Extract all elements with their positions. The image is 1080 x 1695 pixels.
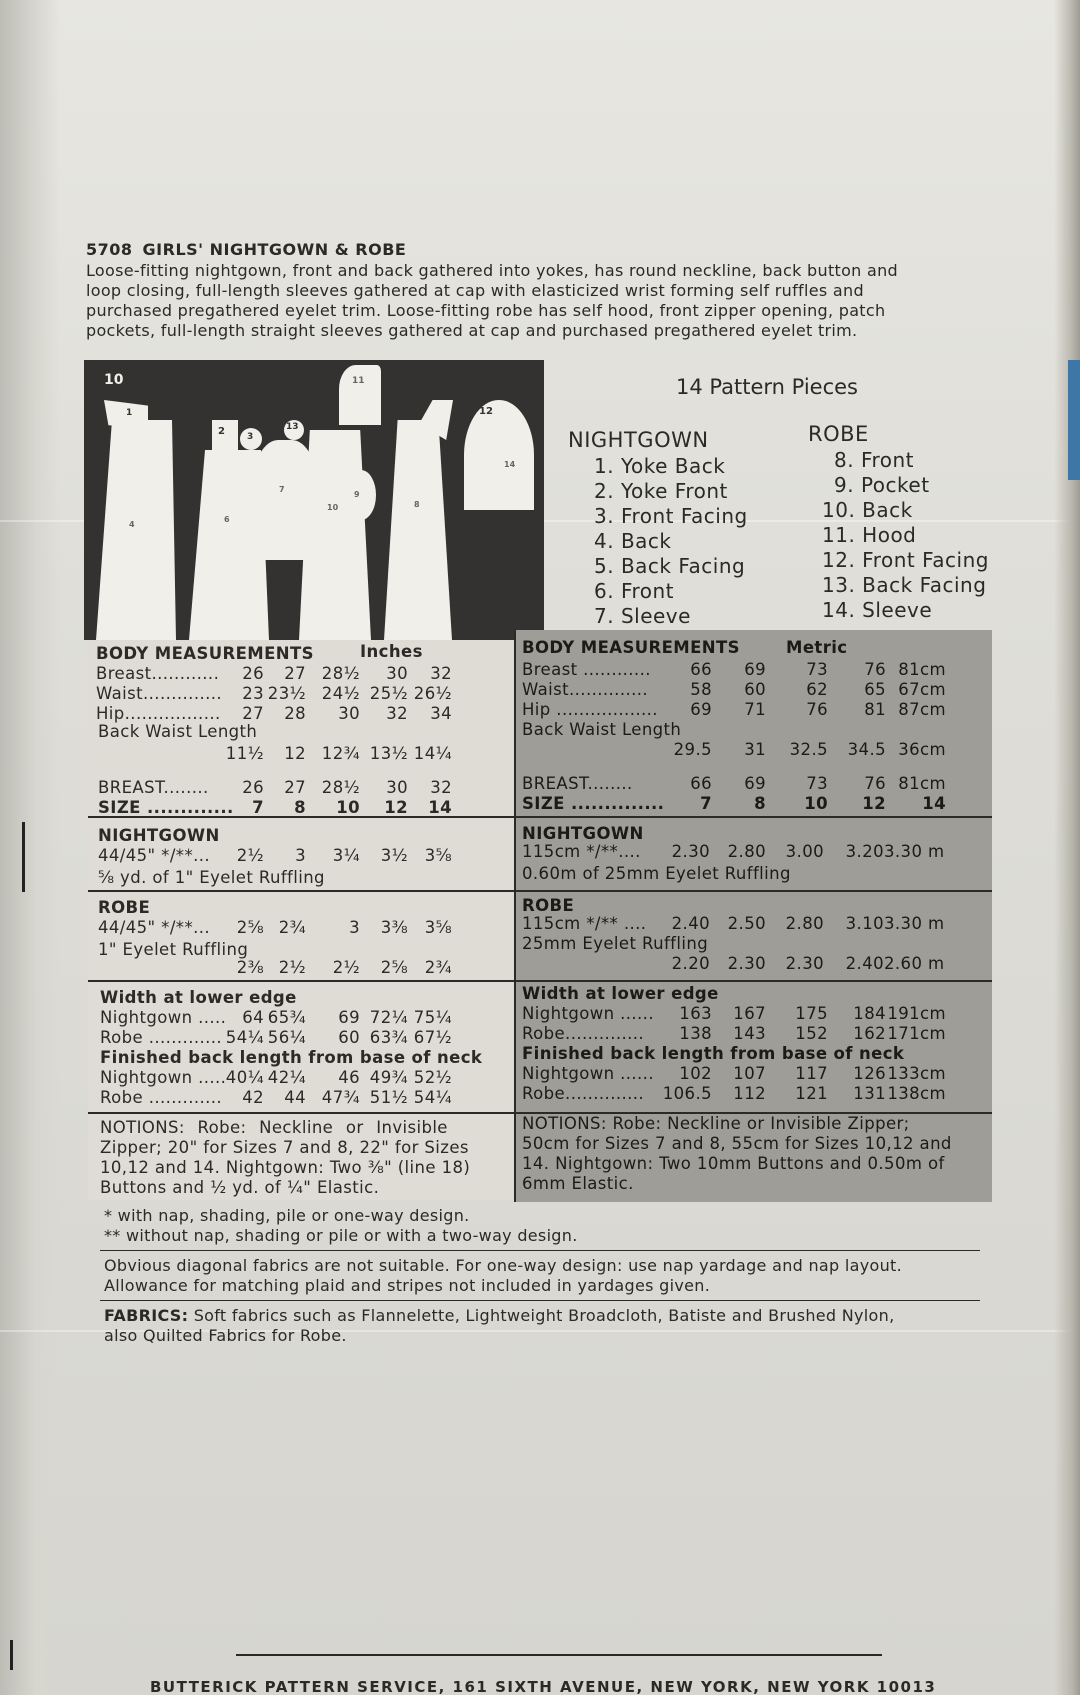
description-line: loop closing, full-length sleeves gathered at cap with elasticized wrist forming self ruffles and	[86, 281, 864, 300]
imperial-nightgown-heading: NIGHTGOWN	[98, 826, 220, 845]
chart-value: 152	[795, 1024, 828, 1043]
chart-value: 69	[744, 774, 766, 793]
chart-value: 191cm	[887, 1004, 946, 1023]
chart-value: 8	[754, 794, 766, 813]
metric-unit: Metric	[786, 638, 848, 657]
piece-item: 6. Front	[594, 579, 675, 603]
chart-value: 81	[864, 700, 886, 719]
metric-back-waist-label: Back Waist Length	[522, 720, 682, 739]
piece-label: 14	[504, 460, 516, 469]
fabrics-note: also Quilted Fabrics for Robe.	[104, 1326, 347, 1345]
chart-value: 2.50	[727, 914, 766, 933]
chart-value: 12	[862, 794, 886, 813]
chart-value: 2¾	[424, 958, 452, 977]
chart-value: 76	[864, 774, 886, 793]
imperial-robe-fabric: 44/45" */**...	[98, 918, 211, 937]
piece-label: 11	[352, 376, 365, 386]
chart-value: 34	[430, 704, 452, 723]
pattern-header	[86, 240, 986, 341]
chart-value: 162	[853, 1024, 886, 1043]
chart-value: 69	[338, 1008, 360, 1027]
chart-value: 75¼	[413, 1008, 452, 1027]
chart-value: 138	[679, 1024, 712, 1043]
chart-value: 143	[733, 1024, 766, 1043]
diagonal-note: Allowance for matching plaid and stripes not included in yardages given.	[104, 1276, 711, 1295]
chart-value: 30	[386, 778, 408, 797]
chart-value: 65¾	[267, 1008, 306, 1027]
chart-value: 51½	[369, 1088, 408, 1107]
imperial-finished-heading: Finished back length from base of neck	[100, 1048, 483, 1067]
chart-value: 3	[349, 918, 360, 937]
piece-label: 13	[286, 422, 299, 432]
piece-label: 6	[224, 515, 230, 524]
footer-rule	[236, 1654, 882, 1656]
fabrics-text: Soft fabrics such as Flannelette, Lightweight Broadcloth, Batiste and Brushed Nylon,	[188, 1306, 895, 1325]
piece-item: 4. Back	[594, 529, 672, 553]
chart-value: 46	[338, 1068, 360, 1087]
chart-row-label: Breast ............	[522, 660, 651, 679]
fabrics-label: FABRICS:	[104, 1306, 189, 1325]
piece-label: 10	[104, 372, 124, 388]
chart-value: 63¾	[369, 1028, 408, 1047]
piece-label: 9	[354, 490, 360, 499]
chart-value: 102	[679, 1064, 712, 1083]
chart-value: 87cm	[898, 700, 946, 719]
chart-value: 30	[386, 664, 408, 683]
chart-value: 10	[336, 798, 360, 817]
chart-value: 2¾	[278, 918, 306, 937]
imperial-notions-line: 10,12 and 14. Nightgown: Two ⅜" (line 18)	[100, 1158, 471, 1177]
imperial-unit: Inches	[360, 642, 423, 661]
imperial-size-label: SIZE .............	[98, 798, 234, 817]
piece-label: 7	[279, 485, 285, 494]
chart-row-label: Robe..............	[522, 1084, 645, 1103]
chart-value: 23½	[267, 684, 306, 703]
chart-value: 12	[284, 744, 306, 763]
pattern-piece-shape	[96, 420, 176, 640]
robe-pieces-heading: ROBE	[808, 422, 869, 446]
chart-value: 10	[804, 794, 828, 813]
chart-value: 121	[795, 1084, 828, 1103]
chart-value: 106.5	[662, 1084, 712, 1103]
piece-label: 2	[218, 426, 225, 437]
piece-item: 8. Front	[834, 448, 915, 472]
chart-row-label: Breast............	[96, 664, 220, 683]
diagonal-note: Obvious diagonal fabrics are not suitable. For one-way design: use nap yardage and nap layout.	[104, 1256, 902, 1275]
chart-value: 27	[242, 704, 264, 723]
chart-value: 56¼	[267, 1028, 306, 1047]
chart-value: 131	[853, 1084, 886, 1103]
chart-value: 107	[733, 1064, 766, 1083]
chart-value: 36cm	[898, 740, 946, 759]
pattern-piece-shape	[346, 470, 376, 520]
chart-value: 14	[428, 798, 452, 817]
metric-size-label: SIZE ..............	[522, 794, 665, 813]
chart-row-label: Nightgown ......	[522, 1004, 654, 1023]
envelope-edge-tab	[1068, 360, 1080, 480]
chart-value: 8	[294, 798, 306, 817]
chart-value: 47¾	[321, 1088, 360, 1107]
chart-value: 3.20	[845, 842, 884, 861]
chart-value: 3.00	[785, 842, 824, 861]
chart-value: 3.30 m	[884, 842, 945, 861]
chart-value: 2.60 m	[884, 954, 945, 973]
fabrics-note	[104, 1306, 984, 1325]
chart-value: 29.5	[673, 740, 712, 759]
piece-item: 11. Hood	[822, 523, 917, 547]
footnote-without-nap: ** without nap, shading or pile or with a two-way design.	[104, 1226, 578, 1245]
piece-label: 12	[479, 406, 493, 417]
staple-mark	[10, 1640, 13, 1670]
chart-value: 32	[430, 664, 452, 683]
chart-value: 23	[242, 684, 264, 703]
piece-label: 1	[126, 408, 133, 418]
piece-item: 12. Front Facing	[822, 548, 989, 572]
piece-item: 3. Front Facing	[594, 504, 748, 528]
chart-value: 3⅝	[424, 846, 452, 865]
chart-value: 163	[679, 1004, 712, 1023]
chart-value: 69	[690, 700, 712, 719]
chart-value: 12	[384, 798, 408, 817]
chart-value: 24½	[321, 684, 360, 703]
chart-row-label: Hip ..................	[522, 700, 658, 719]
chart-value: 67½	[413, 1028, 452, 1047]
chart-value: 34.5	[847, 740, 886, 759]
chart-value: 2⅝	[380, 958, 408, 977]
pattern-name: GIRLS' NIGHTGOWN & ROBE	[142, 240, 407, 259]
chart-value: 67cm	[898, 680, 946, 699]
metric-notions-line: 14. Nightgown: Two 10mm Buttons and 0.50m of	[522, 1154, 945, 1173]
chart-value: 3.30 m	[884, 914, 945, 933]
chart-value: 72¼	[369, 1008, 408, 1027]
chart-value: 14¼	[413, 744, 452, 763]
nightgown-pieces-heading: NIGHTGOWN	[568, 428, 709, 452]
chart-value: 81cm	[898, 660, 946, 679]
metric-robe-note: 25mm Eyelet Ruffling	[522, 934, 709, 953]
piece-item: 10. Back	[822, 498, 913, 522]
chart-value: 76	[864, 660, 886, 679]
chart-value: 52½	[413, 1068, 452, 1087]
pattern-piece-shape	[384, 420, 452, 640]
chart-row-label: Robe .............	[100, 1088, 223, 1107]
piece-count: 14 Pattern Pieces	[676, 375, 858, 399]
chart-value: 2½	[236, 846, 264, 865]
chart-value: 126	[853, 1064, 886, 1083]
metric-notions-line: NOTIONS: Robe: Neckline or Invisible Zipper;	[522, 1114, 910, 1133]
metric-robe-heading: ROBE	[522, 896, 575, 915]
chart-value: 27	[284, 778, 306, 797]
piece-item: 9. Pocket	[834, 473, 930, 497]
chart-value: 3½	[380, 846, 408, 865]
pattern-piece-shape	[339, 365, 381, 425]
piece-item: 2. Yoke Front	[594, 479, 728, 503]
metric-nightgown-note: 0.60m of 25mm Eyelet Ruffling	[522, 864, 791, 883]
pattern-description	[86, 261, 986, 341]
chart-value: 49¾	[369, 1068, 408, 1087]
imperial-notions-line: NOTIONS: Robe: Neckline or Invisible	[100, 1118, 448, 1137]
metric-finished-heading: Finished back length from base of neck	[522, 1044, 905, 1063]
metric-body-heading: BODY MEASUREMENTS	[522, 638, 740, 657]
chart-value: 171cm	[887, 1024, 946, 1043]
chart-value: 81cm	[898, 774, 946, 793]
description-line: Loose-fitting nightgown, front and back gathered into yokes, has round neckline, back button and	[86, 261, 899, 280]
chart-value: 62	[806, 680, 828, 699]
pattern-piece-shape	[212, 420, 238, 450]
chart-value: 2⅜	[236, 958, 264, 977]
publisher-address: BUTTERICK PATTERN SERVICE, 161 SIXTH AVENUE, NEW YORK, NEW YORK 10013	[150, 1678, 937, 1695]
chart-value: 3	[295, 846, 306, 865]
chart-value: 2.20	[671, 954, 710, 973]
chart-value: 2.80	[727, 842, 766, 861]
chart-value: 71	[744, 700, 766, 719]
chart-value: 7	[252, 798, 264, 817]
imperial-robe-note: 1" Eyelet Ruffling	[98, 940, 249, 959]
chart-value: 76	[806, 700, 828, 719]
imperial-notions-line: Buttons and ½ yd. of ¼" Elastic.	[100, 1178, 380, 1197]
pattern-number: 5708	[86, 240, 133, 259]
chart-row-label: Nightgown .....	[100, 1068, 227, 1087]
metric-notions-line: 50cm for Sizes 7 and 8, 55cm for Sizes 10,12 and	[522, 1134, 952, 1153]
chart-value: 117	[795, 1064, 828, 1083]
chart-value: 44	[284, 1088, 306, 1107]
chart-value: 26	[242, 778, 264, 797]
chart-row-label: Robe..............	[522, 1024, 645, 1043]
metric-width-heading: Width at lower edge	[522, 984, 719, 1003]
chart-value: 54¼	[225, 1028, 264, 1047]
chart-value: 2½	[278, 958, 306, 977]
imperial-nightgown-note: ⅝ yd. of 1" Eyelet Ruffling	[98, 868, 325, 887]
chart-value: 2.40	[845, 954, 884, 973]
chart-value: 31	[744, 740, 766, 759]
staple-mark	[22, 822, 25, 892]
chart-rule	[88, 890, 992, 892]
imperial-nightgown-fabric: 44/45" */**...	[98, 846, 211, 865]
imperial-width-heading: Width at lower edge	[100, 988, 297, 1007]
piece-label: 3	[247, 432, 254, 442]
chart-value: 66	[690, 660, 712, 679]
chart-value: 27	[284, 664, 306, 683]
imperial-notions-line: Zipper; 20" for Sizes 7 and 8, 22" for Sizes	[100, 1138, 469, 1157]
chart-value: 12¾	[321, 744, 360, 763]
chart-rule	[88, 980, 992, 982]
pattern-piece-shape	[299, 430, 371, 640]
imperial-robe-heading: ROBE	[98, 898, 151, 917]
chart-value: 138cm	[887, 1084, 946, 1103]
chart-value: 2½	[332, 958, 360, 977]
footnote-rule	[100, 1250, 980, 1251]
piece-item: 1. Yoke Back	[594, 454, 726, 478]
piece-item: 7. Sleeve	[594, 604, 691, 628]
imperial-body-heading: BODY MEASUREMENTS	[96, 644, 314, 663]
piece-label: 10	[327, 503, 339, 512]
chart-value: 7	[700, 794, 712, 813]
chart-value: 13½	[369, 744, 408, 763]
footnote-nap: * with nap, shading, pile or one-way design.	[104, 1206, 470, 1225]
chart-value: 26	[242, 664, 264, 683]
chart-value: 73	[806, 660, 828, 679]
pattern-pieces-illustration	[84, 360, 544, 640]
chart-value: 3⅜	[380, 918, 408, 937]
chart-value: 11½	[225, 744, 264, 763]
chart-value: 26½	[413, 684, 452, 703]
imperial-breast-label: BREAST........	[98, 778, 209, 797]
chart-value: 30	[338, 704, 360, 723]
chart-value: 3⅝	[424, 918, 452, 937]
piece-item: 13. Back Facing	[822, 573, 987, 597]
chart-value: 58	[690, 680, 712, 699]
footnote-rule	[100, 1300, 980, 1301]
chart-value: 32	[430, 778, 452, 797]
chart-row-label: Waist..............	[522, 680, 649, 699]
chart-value: 42	[242, 1088, 264, 1107]
pattern-piece-shape	[464, 400, 534, 510]
description-line: pockets, full-length straight sleeves gathered at cap and purchased pregathered eyelet trim.	[86, 321, 858, 340]
chart-value: 32	[386, 704, 408, 723]
metric-robe-fabric: 115cm */** ....	[522, 914, 647, 933]
chart-value: 60	[744, 680, 766, 699]
description-line: purchased pregathered eyelet trim. Loose-fitting robe has self hood, front zipper opening, patch	[86, 301, 886, 320]
piece-item: 5. Back Facing	[594, 554, 746, 578]
chart-value: 54¼	[413, 1088, 452, 1107]
chart-value: 69	[744, 660, 766, 679]
pattern-title	[86, 240, 986, 259]
chart-value: 65	[864, 680, 886, 699]
chart-value: 28½	[321, 778, 360, 797]
chart-value: 42¼	[267, 1068, 306, 1087]
chart-value: 66	[690, 774, 712, 793]
chart-value: 2⅝	[236, 918, 264, 937]
chart-value: 2.30	[785, 954, 824, 973]
chart-value: 3.10	[845, 914, 884, 933]
chart-row-label: Hip.................	[96, 704, 221, 723]
chart-value: 73	[806, 774, 828, 793]
piece-item: 14. Sleeve	[822, 598, 933, 622]
chart-value: 28½	[321, 664, 360, 683]
chart-row-label: Nightgown .....	[100, 1008, 227, 1027]
piece-label: 4	[129, 520, 135, 529]
chart-value: 64	[242, 1008, 264, 1027]
chart-value: 3¼	[332, 846, 360, 865]
chart-value: 2.80	[785, 914, 824, 933]
chart-value: 2.40	[671, 914, 710, 933]
chart-value: 40¼	[225, 1068, 264, 1087]
metric-notions-line: 6mm Elastic.	[522, 1174, 634, 1193]
chart-value: 2.30	[671, 842, 710, 861]
chart-value: 25½	[369, 684, 408, 703]
chart-value: 32.5	[789, 740, 828, 759]
metric-nightgown-heading: NIGHTGOWN	[522, 824, 644, 843]
metric-breast-label: BREAST........	[522, 774, 633, 793]
chart-value: 133cm	[887, 1064, 946, 1083]
chart-value: 28	[284, 704, 306, 723]
chart-value: 2.30	[727, 954, 766, 973]
piece-label: 8	[414, 500, 420, 509]
chart-value: 60	[338, 1028, 360, 1047]
chart-value: 184	[853, 1004, 886, 1023]
chart-value: 167	[733, 1004, 766, 1023]
chart-divider	[514, 630, 516, 1202]
chart-value: 14	[922, 794, 946, 813]
chart-row-label: Waist..............	[96, 684, 223, 703]
chart-value: 112	[733, 1084, 766, 1103]
chart-value: 175	[795, 1004, 828, 1023]
chart-row-label: Nightgown ......	[522, 1064, 654, 1083]
chart-row-label: Robe .............	[100, 1028, 223, 1047]
imperial-back-waist-label: Back Waist Length	[98, 722, 258, 741]
metric-nightgown-fabric: 115cm */**....	[522, 842, 641, 861]
